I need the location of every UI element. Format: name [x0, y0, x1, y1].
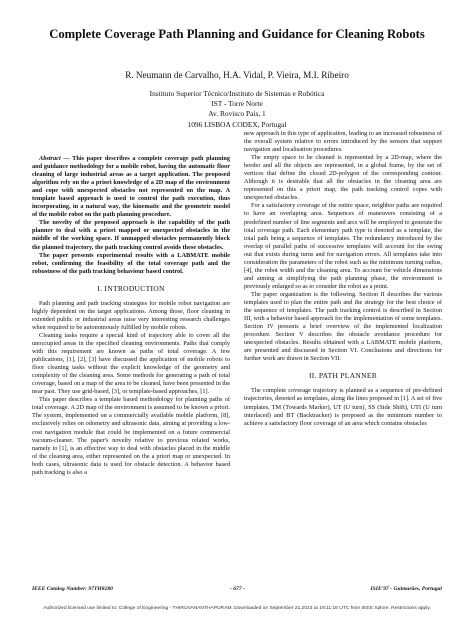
right-column [244, 130, 442, 428]
license-banner: Authorized licensed use limited to: College of Engineering - THIRUVANANTHAPURAM. Downloaded on September 21,2023 at 19:11:16 UTC from IEEE Xplore. Restrictions apply. [43, 606, 431, 611]
abstract-label: Abstract [39, 155, 61, 162]
affiliation-line: Instituto Superior Técnico/Instituto de Sistemas e Robótica [149, 89, 325, 98]
body-paragraph: The paper organization is the following. Section II describes the various templates used to plan the entire path and the strategy for the best choice of the sequence of templates. The path tracking control is described in Section III, with a behavior based approach for the implementation of some templates. Section IV presents a brief overview of the implemented localization procedure. Section V describes the obstacle avoidance procedure for unexpected obstacles. Results obtained with a LABMATE mobile platform, are presented and discussed in Section VI. Conclusions and directions for further work are drawn in Section VII. [244, 290, 442, 363]
body-paragraph: The empty space to be cleaned is represented by a 2D-map, where the border and all the objects are represented, in a global frame, by the set of vertices that define the closed 2D-polygon of the corresponding contour. Although it is desirable that all the obstacles in the cleaning area are represented on this a priori map, the path tracking control copes with unexpected obstacles. [244, 154, 442, 202]
abstract-text: — This paper describes a complete coverage path planning and guidance methodology for a mobile robot, having the automatic floor cleaning of large industrial areas as a target application. The proposed algorithm rely on the a priori knowledge of a 2D map of the environment and cope with unexpected obstacles not represented on the map. A template based approach is used to control the path execution, thus incorporating, in a natural way, the kinematic and the geometric model of the mobile robot on the path planning procedure. [32, 155, 230, 219]
affiliation-line: IST - Torre Norte [211, 99, 263, 109]
body-paragraph: For a satisfactory coverage of the entire space, neighbor paths are required to have an overlaping area. Sequences of maneuvers consisting of a predefined number of line segments and arcs will be employed to generate the total coverage path. Each elementary path type is denoted as a template, the total path being a sequence of templates. The redundancy introduced by the overlap of parallel paths of successive templates will account for the swing out that exists during turns and for navigation errors. All templates take into consideration the parameters of the robot such as the minimum turning radius, [4], the robot width and the cleaning area. To account for vehicle dimensions and aiming at simplifying the path planning phase, the environment is previously enlarged so as to consider the robot as a point. [244, 202, 442, 290]
body-paragraph: Path planning and path tracking strategies for mobile robot navigation are highly dependent on the target applications. Among those, floor cleaning in extended public or industrial areas raise very interesting research challenges when required to be autonomously fulfilled by mobile robots. [32, 299, 230, 331]
author-list: R. Neumann de Carvalho, H.A. Vidal, P. Vieira, M.I. Ribeiro [125, 70, 349, 80]
abstract-paragraph: The paper presents experimental results with a LABMATE mobile robot, confirming the feasibility of the total coverage path and the robustness of the path tracking behaviour based control. [32, 251, 230, 275]
section-heading-path-planner: II. PATH PLANNER [308, 371, 378, 381]
abstract [32, 155, 230, 276]
abstract-paragraph: The novelty of the proposed approach is the capability of the path planner to deal with a priori mapped or unexpected obstacles in the middle of the working space. If unmapped obstacles permanently block the planned trajectory, the path tracking control avoids these obstacles. [32, 219, 230, 251]
body-paragraph: Cleaning tasks require a special kind of trajectory able to cover all the unoccupied areas in the specified cleaning environments. Paths that comply with this requirement are known as paths of total coverage. A few publications, [1], [2], [3] have discussed the application of mobile robots to floor cleaning tasks without the explicit knowledge of the geometry and complexity of the cleaning area. Some methods for generating a path of total coverage, based on a map of the area to be cleaned, have been presented in the near past. They use grid-based, [3], or template-based approaches, [1]. [32, 331, 230, 396]
left-column [32, 155, 230, 477]
section-heading-introduction: I. INTRODUCTION [97, 283, 165, 293]
page-number: - 677 - [230, 586, 245, 592]
paper-title: Complete Coverage Path Planning and Guidance for Cleaning Robots [49, 27, 425, 41]
body-paragraph: This paper describes a template based methodology for planning paths of total coverage. A 2D map of the environment is assumed to be known a priori. The system, implemented on a commercially available mobile platform, [8], exclusively relies on odometry and ultrasonic data, aiming at providing a low-cost navigation module that could be implemented on a future commercial vacuum-cleaner. The paper's novelty relative to previous related works, namely to [1], is an effective way to deal with obstacles placed in the middle of the cleaning area, either represented on the a priori map or unexpected. In both cases, ultrasonic data is used for obstacle detection. A behavior based path tracking is also a [32, 396, 230, 476]
body-paragraph: The complete coverage trajectory is planned as a sequence of pre-defined trajectories, denoted as templates, along the lines proposed in [1]. A set of five templates, TM (Towards Marker), UT (U turn), SS (Side Shift), UTI (U turn interlaced) and BT (Backtracker) is proposed as the minimum number to achieve a satisfactory floor coverage of an area which contains obstacles [244, 387, 442, 427]
affiliation-line: 1096 LISBOA CODEX, Portugal [187, 119, 287, 129]
footer-catalog-number: IEEE Catalog Number: 97TH8280 [32, 586, 113, 592]
affiliation-block [30, 89, 444, 130]
body-paragraph: new approach in this type of application, leading to an increased robustness of the overall system relative to errors introduced by the sensors that support navigation and localisation procedures. [244, 130, 442, 154]
affiliation-line: Av. Rovisco Pais, 1 [208, 109, 266, 119]
footer-conference: ISIE'97 - Guimarães, Portugal [370, 586, 442, 592]
abstract-paragraph [32, 155, 230, 219]
